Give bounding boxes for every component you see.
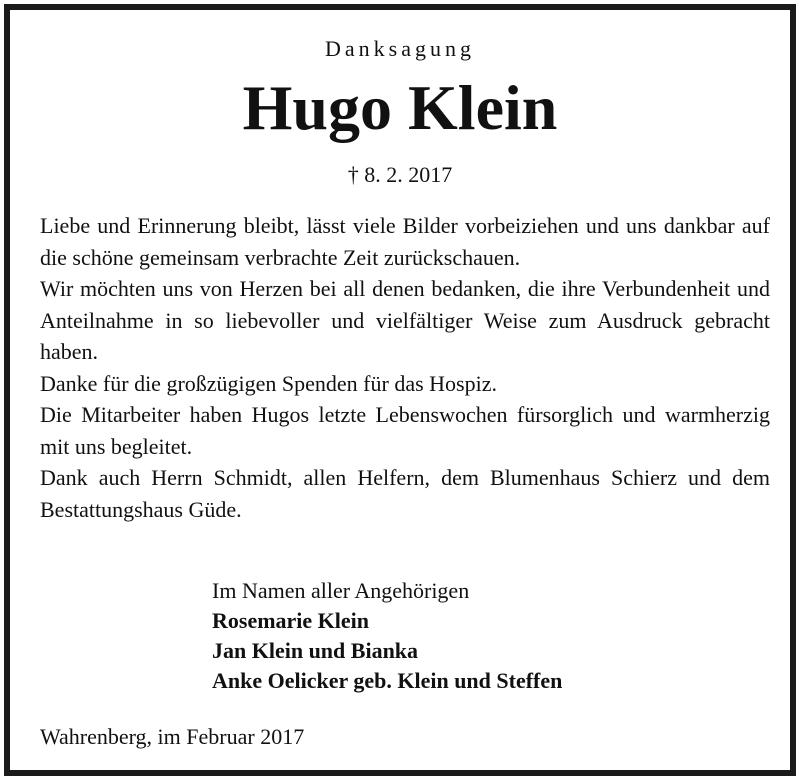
paragraph-further-thanks: Dank auch Herrn Schmidt, allen Helfern, dem Blumenhaus Schierz und dem Bestattungshaus Güde. <box>40 465 770 522</box>
signatory-name: Jan Klein und Bianka <box>212 638 419 663</box>
paragraph-thanks: Wir möchten uns von Herzen bei all denen bedanken, die ihre Verbundenheit und Anteilnahme in so liebevoller und vielfältiger Weise zum Ausdruck gebracht haben. <box>40 276 770 364</box>
notice-heading: Danksagung <box>325 36 475 61</box>
place-and-date: Wahrenberg, im Februar 2017 <box>40 724 305 749</box>
death-date: † 8. 2. 2017 <box>347 162 453 187</box>
thank-you-text <box>40 210 770 525</box>
signatory-name: Anke Oelicker geb. Klein und Steffen <box>212 668 563 693</box>
signature-intro: Im Namen aller Angehörigen <box>212 578 470 603</box>
obituary-card <box>4 4 796 776</box>
paragraph-donations: Danke für die großzügigen Spenden für das Hospiz. <box>40 370 497 396</box>
paragraph-memory: Liebe und Erinnerung bleibt, lässt viele Bilder vorbeiziehen und uns dankbar auf die schöne gemeinsam verbrachte Zeit zurückschauen. <box>40 213 770 270</box>
signatory-name: Rosemarie Klein <box>212 608 370 633</box>
signature-block <box>212 576 752 696</box>
paragraph-hospice-staff: Die Mitarbeiter haben Hugos letzte Lebenswochen fürsorglich und warmherzig mit uns begleitet. <box>40 402 770 459</box>
deceased-name: Hugo Klein <box>242 72 558 143</box>
